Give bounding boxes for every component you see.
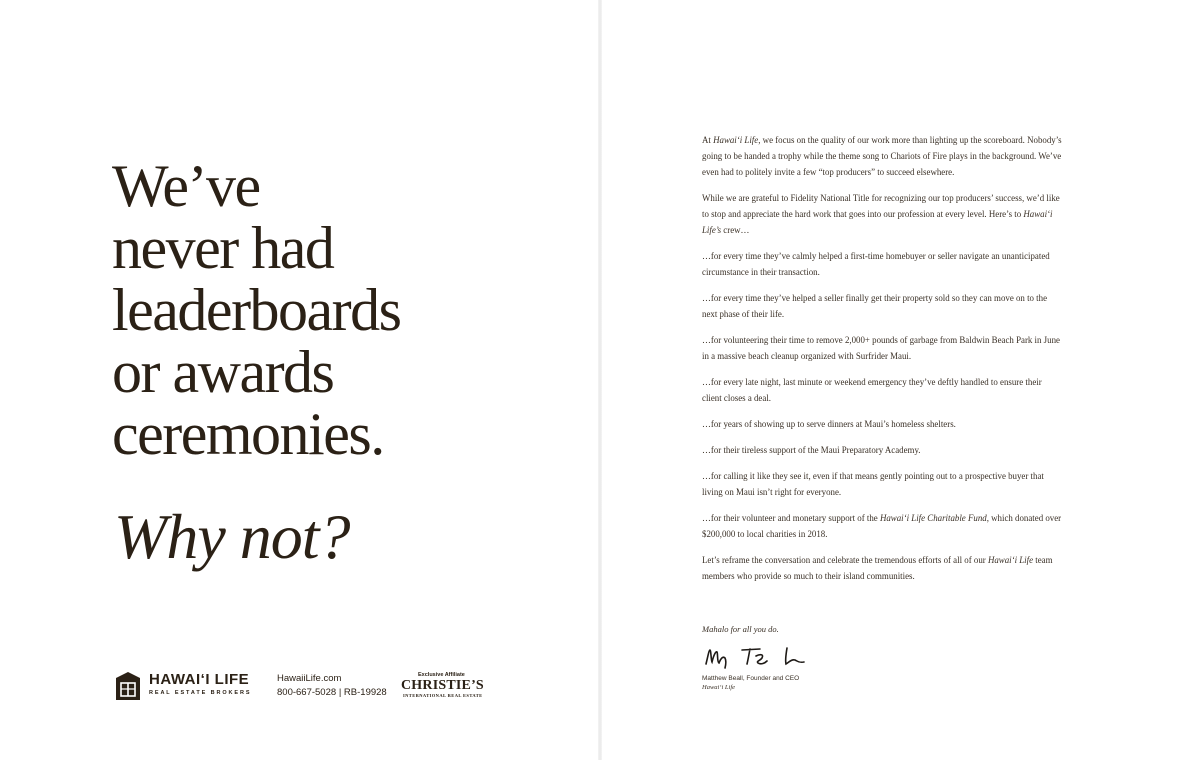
right-page [602, 0, 1200, 760]
letter-item: …for years of showing up to serve dinners at Maui’s homeless shelters. [702, 419, 956, 429]
website-link[interactable]: HawaiiLife.com [277, 673, 342, 684]
headline-line: ceremonies. [112, 401, 384, 467]
text: …for their volunteer and monetary support of the [702, 513, 880, 523]
company-name: Hawai‘i Life’s [702, 209, 1053, 235]
christies-logo: CHRISTIE’S [401, 678, 484, 693]
text: crew… [721, 225, 750, 235]
left-page [0, 0, 598, 760]
text: While we are grateful to Fidelity National Title for recognizing our top producers’ success, we’d like to stop and appreciate the hard work that goes into our profession at every level. Here’s to [702, 193, 1060, 219]
letter-item: …for volunteering their time to remove 2,000+ pounds of garbage from Baldwin Beach Park in June in a massive beach cleanup organized with Surfrider Maui. [702, 335, 1060, 361]
logo-name: HAWAI‘I LIFE [149, 671, 250, 688]
letter-closing [702, 552, 1062, 584]
christies-tagline: INTERNATIONAL REAL ESTATE [403, 693, 483, 698]
phone-number[interactable]: 800-667-5028 [277, 687, 337, 698]
letter-item: …for their tireless support of the Maui Preparatory Academy. [702, 445, 921, 455]
text: At [702, 135, 714, 145]
hawaii-life-logo-icon [115, 671, 141, 701]
letter-item: …for calling it like they see it, even if that means gently pointing out to a prospective buyer that living on Maui isn’t right for everyone. [702, 471, 1044, 497]
subhead: Why not? [114, 501, 350, 572]
signer-company: Hawai‘i Life [702, 684, 736, 691]
letter-item: …for every time they’ve calmly helped a first-time homebuyer or seller navigate an unanticipated circumstance in their transaction. [702, 251, 1050, 277]
text: , which donated over $200,000 to local charities in 2018. [702, 513, 1062, 539]
signoff: Mahalo for all you do. [702, 624, 779, 634]
text: , we focus on the quality of our work more than lighting up the scoreboard. Nobody’s going to be handed a trophy while the theme song to Chariots of Fire plays in the background. We’ve even had to politely invite a few “top producers” to succeed elsewhere. [702, 135, 1062, 177]
company-name: Hawai‘i Life [987, 555, 1034, 565]
letter-paragraph [702, 132, 1062, 180]
headline-line: leaderboards [112, 277, 401, 343]
ad-footer [115, 665, 515, 715]
headline [112, 155, 582, 465]
letter-item [702, 510, 1062, 542]
license-number: RB-19928 [343, 687, 387, 698]
letter-item: …for every late night, last minute or weekend emergency they’ve deftly handled to ensure their client closes a deal. [702, 377, 1042, 403]
signature-image [702, 642, 832, 670]
contact-line [277, 687, 387, 698]
headline-line: We’ve [112, 153, 260, 219]
letter-body [702, 132, 1062, 594]
fund-name: Hawai‘i Life Charitable Fund [879, 513, 987, 523]
signer-name: Matthew Beall, Founder and CEO [702, 675, 800, 682]
text: team members who provide so much to their island communities. [702, 555, 1053, 581]
headline-line: or awards [112, 339, 334, 405]
headline-line: never had [112, 215, 334, 281]
letter-item: …for every time they’ve helped a seller finally get their property sold so they can move on to the next phase of their life. [702, 293, 1048, 319]
company-name: Hawai‘i Life [713, 135, 759, 145]
separator: | [338, 687, 342, 698]
affiliate-label: Exclusive Affiliate [418, 672, 465, 678]
letter-paragraph [702, 190, 1062, 238]
text: Let’s reframe the conversation and celebrate the tremendous efforts of all of our [702, 555, 988, 565]
logo-tagline: REAL ESTATE BROKERS [149, 690, 252, 696]
